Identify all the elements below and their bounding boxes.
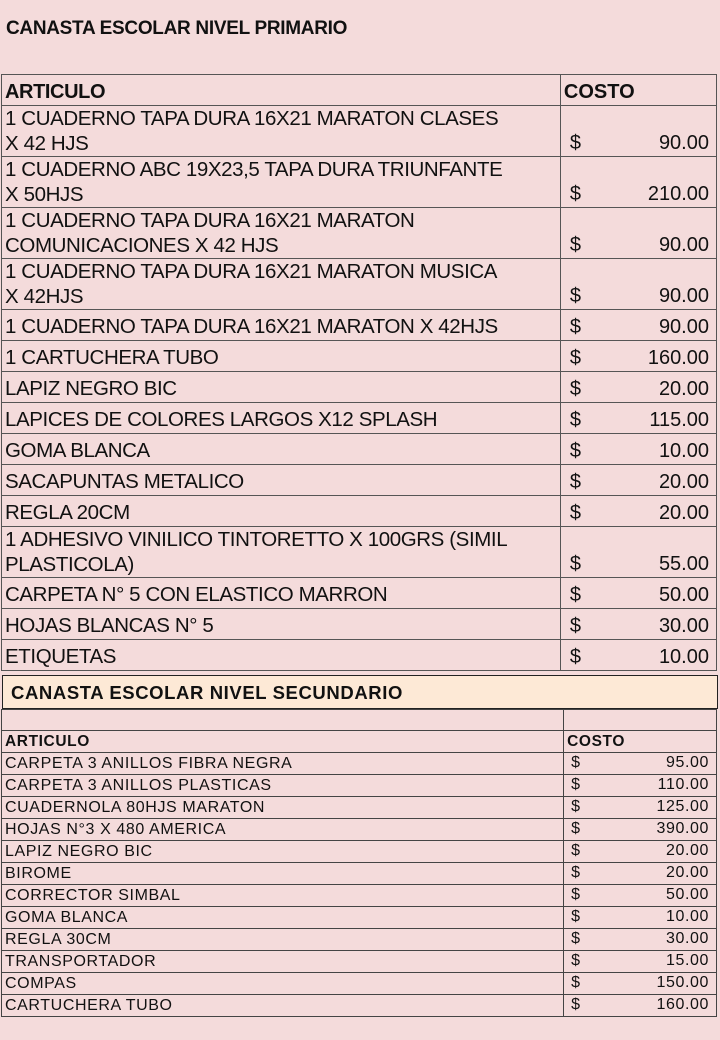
currency-symbol: $ — [569, 409, 582, 431]
item-article-cell — [2, 208, 561, 259]
item-name-line2: X 42HJS — [5, 285, 84, 308]
item-amount: 90.00 — [658, 316, 709, 338]
table-row — [2, 863, 717, 885]
item-cost-cell — [560, 208, 716, 259]
item-name-line1: 1 CUADERNO TAPA DURA 16X21 MARATON CLASES — [5, 107, 499, 130]
item-article-cell — [2, 341, 561, 372]
table-row — [2, 885, 717, 907]
currency-symbol: $ — [571, 864, 581, 881]
table-row — [2, 973, 717, 995]
item-amount: 20.00 — [665, 864, 709, 881]
item-name: CARPETA 3 ANILLOS FIBRA NEGRA — [2, 753, 564, 775]
table-row — [2, 527, 717, 578]
table-row — [2, 907, 717, 929]
item-name-line1: 1 CUADERNO ABC 19X23,5 TAPA DURA TRIUNFANTE — [5, 158, 503, 181]
item-name-line1: HOJAS BLANCAS N° 5 — [5, 614, 214, 637]
item-cost-cell — [560, 341, 716, 372]
item-amount: 10.00 — [658, 440, 709, 462]
table-row — [2, 310, 717, 341]
item-article-cell — [2, 434, 561, 465]
item-cost-cell — [560, 403, 716, 434]
item-amount: 150.00 — [656, 974, 709, 991]
item-amount: 90.00 — [658, 132, 709, 154]
currency-symbol: $ — [571, 820, 581, 837]
table-row — [2, 208, 717, 259]
currency-symbol: $ — [569, 615, 582, 637]
item-name: CUADERNOLA 80HJS MARATON — [2, 797, 564, 819]
item-amount: 90.00 — [658, 234, 709, 256]
item-cost-cell — [560, 372, 716, 403]
item-amount: 210.00 — [647, 183, 709, 205]
item-name-line1: SACAPUNTAS METALICO — [5, 470, 244, 493]
item-name: TRANSPORTADOR — [2, 951, 564, 973]
table-row — [2, 609, 717, 640]
table-row — [2, 995, 717, 1017]
item-article-cell — [2, 403, 561, 434]
item-article-cell — [2, 157, 561, 208]
item-name: CARTUCHERA TUBO — [2, 995, 564, 1017]
table-row — [2, 341, 717, 372]
item-name: LAPIZ NEGRO BIC — [2, 841, 564, 863]
table-row — [2, 465, 717, 496]
currency-symbol: $ — [569, 553, 582, 575]
currency-symbol: $ — [569, 132, 582, 154]
table-row — [2, 403, 717, 434]
item-article-cell — [2, 527, 561, 578]
table-row — [2, 640, 717, 671]
secondary-items-table — [1, 709, 717, 1017]
currency-symbol: $ — [569, 440, 582, 462]
item-amount: 390.00 — [656, 820, 709, 837]
item-article-cell — [2, 609, 561, 640]
item-amount: 10.00 — [658, 646, 709, 668]
item-name-line1: REGLA 20CM — [5, 501, 130, 524]
table-row — [2, 157, 717, 208]
table-row — [2, 819, 717, 841]
item-cost-cell — [560, 106, 716, 157]
currency-symbol: $ — [571, 886, 581, 903]
currency-symbol: $ — [569, 378, 582, 400]
item-name-line2: PLASTICOLA) — [5, 553, 134, 576]
item-amount: 20.00 — [658, 378, 709, 400]
item-name-line2: X 42 HJS — [5, 132, 89, 155]
item-article-cell — [2, 310, 561, 341]
item-name: COMPAS — [2, 973, 564, 995]
item-amount: 115.00 — [649, 409, 709, 431]
table-row — [2, 797, 717, 819]
table-row — [2, 259, 717, 310]
currency-symbol: $ — [571, 754, 581, 771]
column-header-article: ARTICULO — [2, 731, 564, 753]
item-amount: 125.00 — [656, 798, 709, 815]
table-row — [2, 578, 717, 609]
item-cost-cell — [560, 640, 716, 671]
primary-section-title: CANASTA ESCOLAR NIVEL PRIMARIO — [0, 0, 720, 74]
item-article-cell — [2, 640, 561, 671]
item-cost-cell — [564, 907, 717, 929]
item-amount: 50.00 — [665, 886, 709, 903]
currency-symbol: $ — [571, 798, 581, 815]
primary-table-header — [2, 75, 717, 106]
currency-symbol: $ — [569, 183, 582, 205]
item-name-line1: ETIQUETAS — [5, 645, 117, 668]
item-cost-cell — [564, 797, 717, 819]
table-row — [2, 775, 717, 797]
secondary-section-title: CANASTA ESCOLAR NIVEL SECUNDARIO — [2, 675, 718, 709]
item-cost-cell — [564, 885, 717, 907]
item-amount: 20.00 — [658, 471, 709, 493]
item-cost-cell — [560, 465, 716, 496]
table-row — [2, 434, 717, 465]
table-row — [2, 951, 717, 973]
item-name: BIROME — [2, 863, 564, 885]
item-cost-cell — [560, 310, 716, 341]
item-amount: 160.00 — [647, 347, 709, 369]
item-article-cell — [2, 496, 561, 527]
item-article-cell — [2, 106, 561, 157]
item-cost-cell — [560, 578, 716, 609]
item-name-line1: 1 ADHESIVO VINILICO TINTORETTO X 100GRS (SIMIL — [5, 528, 508, 551]
item-name-line1: 1 CUADERNO TAPA DURA 16X21 MARATON X 42HJS — [5, 315, 498, 338]
currency-symbol: $ — [571, 930, 581, 947]
table-row — [2, 106, 717, 157]
item-amount: 30.00 — [665, 930, 709, 947]
item-name-line1: LAPIZ NEGRO BIC — [5, 377, 177, 400]
item-name-line1: GOMA BLANCA — [5, 439, 150, 462]
item-amount: 55.00 — [658, 553, 709, 575]
item-amount: 10.00 — [665, 908, 709, 925]
currency-symbol: $ — [571, 776, 581, 793]
item-name-line2: X 50HJS — [5, 183, 84, 206]
currency-symbol: $ — [569, 471, 582, 493]
item-name: HOJAS N°3 X 480 AMERICA — [2, 819, 564, 841]
column-header-cost: COSTO — [560, 75, 716, 106]
table-row — [2, 753, 717, 775]
item-name-line1: LAPICES DE COLORES LARGOS X12 SPLASH — [5, 408, 438, 431]
item-amount: 15.00 — [665, 952, 709, 969]
item-article-cell — [2, 578, 561, 609]
item-name-line1: CARPETA N° 5 CON ELASTICO MARRON — [5, 583, 388, 606]
item-cost-cell — [564, 841, 717, 863]
item-cost-cell — [560, 259, 716, 310]
column-header-cost: COSTO — [564, 731, 717, 753]
secondary-table-spacer-row — [2, 710, 717, 731]
currency-symbol: $ — [569, 316, 582, 338]
item-amount: 90.00 — [658, 285, 709, 307]
item-cost-cell — [560, 496, 716, 527]
item-amount: 50.00 — [658, 584, 709, 606]
item-name-line1: 1 CUADERNO TAPA DURA 16X21 MARATON MUSICA — [5, 260, 498, 283]
item-amount: 30.00 — [658, 615, 709, 637]
table-row — [2, 929, 717, 951]
item-cost-cell — [564, 929, 717, 951]
currency-symbol: $ — [571, 952, 581, 969]
item-name-line1: 1 CARTUCHERA TUBO — [5, 346, 219, 369]
currency-symbol: $ — [569, 646, 582, 668]
item-cost-cell — [560, 157, 716, 208]
item-cost-cell — [564, 775, 717, 797]
currency-symbol: $ — [569, 502, 582, 524]
item-amount: 160.00 — [656, 996, 709, 1013]
currency-symbol: $ — [569, 285, 582, 307]
item-name-line1: 1 CUADERNO TAPA DURA 16X21 MARATON — [5, 209, 415, 232]
item-amount: 20.00 — [665, 842, 709, 859]
item-cost-cell — [564, 863, 717, 885]
item-amount: 20.00 — [658, 502, 709, 524]
column-header-article: ARTICULO — [2, 75, 561, 106]
item-article-cell — [2, 259, 561, 310]
item-amount: 95.00 — [665, 754, 709, 771]
currency-symbol: $ — [571, 974, 581, 991]
currency-symbol: $ — [569, 584, 582, 606]
item-amount: 110.00 — [657, 776, 709, 793]
item-name-line2: COMUNICACIONES X 42 HJS — [5, 234, 279, 257]
currency-symbol: $ — [569, 234, 582, 256]
item-cost-cell — [564, 819, 717, 841]
primary-items-table — [1, 74, 717, 671]
item-cost-cell — [560, 434, 716, 465]
item-cost-cell — [564, 951, 717, 973]
currency-symbol: $ — [571, 908, 581, 925]
item-article-cell — [2, 465, 561, 496]
item-cost-cell — [560, 609, 716, 640]
table-row — [2, 372, 717, 403]
currency-symbol: $ — [569, 347, 582, 369]
item-name: CARPETA 3 ANILLOS PLASTICAS — [2, 775, 564, 797]
item-name: CORRECTOR SIMBAL — [2, 885, 564, 907]
item-name: REGLA 30CM — [2, 929, 564, 951]
table-row — [2, 841, 717, 863]
currency-symbol: $ — [571, 996, 581, 1013]
item-cost-cell — [564, 995, 717, 1017]
item-name: GOMA BLANCA — [2, 907, 564, 929]
item-cost-cell — [560, 527, 716, 578]
item-cost-cell — [564, 753, 717, 775]
item-cost-cell — [564, 973, 717, 995]
item-article-cell — [2, 372, 561, 403]
table-row — [2, 496, 717, 527]
secondary-table-header — [2, 731, 717, 753]
currency-symbol: $ — [571, 842, 581, 859]
